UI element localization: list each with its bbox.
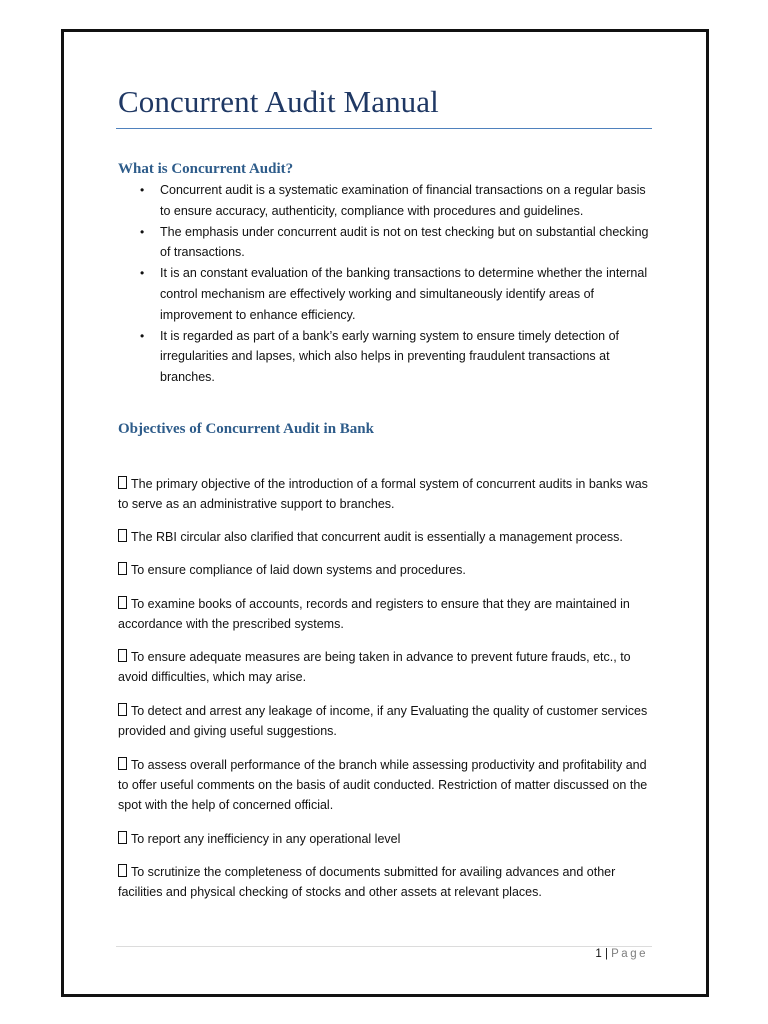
- objective-text: To scrutinize the completeness of documents submitted for availing advances and other facilities and physical checking of stocks and other assets at relevant places.: [118, 865, 616, 899]
- bullet-icon: •: [140, 328, 145, 343]
- bullet-text: The emphasis under concurrent audit is not on test checking but on substantial checking of transactions.: [160, 224, 649, 260]
- objective-paragraph: [118, 527, 654, 547]
- missing-glyph-icon: [118, 757, 127, 770]
- objective-text: To ensure compliance of laid down systems and procedures.: [131, 563, 466, 577]
- objective-text: The primary objective of the introduction of a formal system of concurrent audits in banks was to serve as an administrative support to branches.: [118, 477, 648, 511]
- bullet-item: [138, 222, 658, 264]
- title-underline: [116, 128, 652, 129]
- missing-glyph-icon: [118, 529, 127, 542]
- missing-glyph-icon: [118, 864, 127, 877]
- objective-text: To assess overall performance of the branch while assessing productivity and profitability and to offer useful comments on the basis of audit conducted. Restriction of matter discussed on the spot with the help of concerned official.: [118, 758, 648, 812]
- footer-separator: |: [604, 948, 608, 960]
- bullet-item: [138, 326, 658, 388]
- missing-glyph-icon: [118, 703, 127, 716]
- bullet-item: [138, 180, 658, 222]
- objective-text: To detect and arrest any leakage of income, if any Evaluating the quality of customer services provided and giving useful suggestions.: [118, 704, 648, 738]
- objective-paragraph: [118, 474, 654, 514]
- objective-text: To ensure adequate measures are being taken in advance to prevent future frauds, etc., to avoid difficulties, which may arise.: [118, 650, 631, 684]
- objective-paragraph: [118, 755, 654, 815]
- bullet-item: [138, 263, 658, 325]
- page-label: Page: [611, 948, 648, 960]
- bullet-text: Concurrent audit is a systematic examination of financial transactions on a regular basis to ensure accuracy, authenticity, compliance with procedures and guidelines.: [160, 183, 646, 218]
- bullet-text: It is an constant evaluation of the banking transactions to determine whether the internal control mechanism are effectively working and simultaneously identify areas of improvement to enhance efficiency.: [160, 266, 648, 322]
- missing-glyph-icon: [118, 562, 127, 575]
- missing-glyph-icon: [118, 649, 127, 662]
- section-heading-what-is: What is Concurrent Audit?: [118, 161, 294, 177]
- page-number: 1: [595, 948, 602, 960]
- objective-paragraph: [118, 647, 654, 687]
- objective-paragraph: [118, 701, 654, 741]
- bullet-icon: •: [140, 266, 145, 281]
- objective-paragraph: [118, 560, 654, 580]
- objective-paragraph: [118, 862, 654, 902]
- objective-text: To examine books of accounts, records and registers to ensure that they are maintained in accordance with the prescribed systems.: [118, 597, 630, 631]
- bullet-icon: •: [140, 183, 145, 197]
- missing-glyph-icon: [118, 596, 127, 609]
- bullet-text: It is regarded as part of a bank’s early warning system to ensure timely detection of irregularities and lapses, which also helps in preventing fraudulent transactions at branches.: [160, 328, 620, 385]
- objective-paragraph: [118, 829, 654, 849]
- page-footer: [595, 948, 648, 960]
- definition-bullet-list: [138, 180, 658, 388]
- section-heading-objectives: Objectives of Concurrent Audit in Bank: [118, 421, 374, 437]
- document-title: Concurrent Audit Manual: [118, 84, 439, 119]
- missing-glyph-icon: [118, 831, 127, 844]
- bullet-icon: •: [140, 224, 145, 239]
- missing-glyph-icon: [118, 476, 127, 489]
- objective-text: To report any inefficiency in any operational level: [131, 832, 401, 846]
- objective-paragraph: [118, 594, 654, 634]
- objective-text: The RBI circular also clarified that concurrent audit is essentially a management process.: [131, 530, 623, 544]
- footer-rule: [116, 946, 652, 947]
